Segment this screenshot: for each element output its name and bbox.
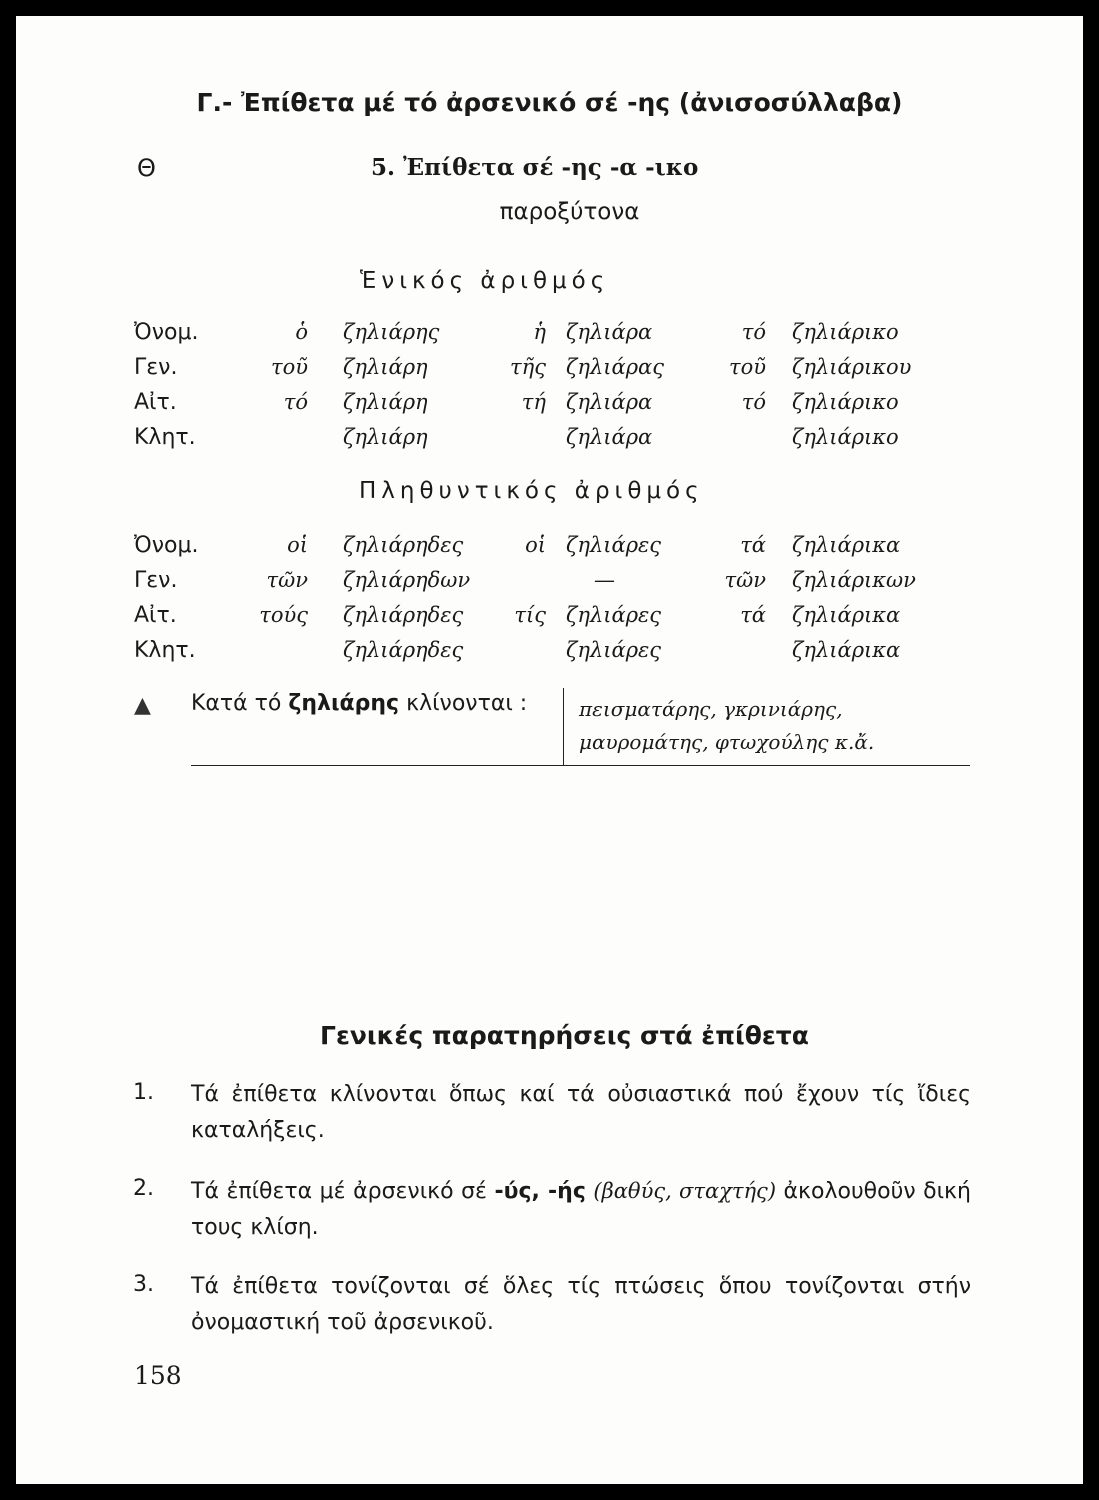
article-neuter: τά: [740, 533, 766, 557]
form-neuter: ζηλιάρικο: [792, 390, 899, 414]
case-label: Αἰτ.: [134, 390, 177, 415]
article-neuter: τοῦ: [728, 355, 766, 379]
form-feminine: ζηλιάρα: [566, 390, 653, 414]
note-divider-vertical: [563, 688, 564, 766]
note-2-examples: (βαθύς, σταχτής): [593, 1179, 777, 1203]
article-masculine: τό: [283, 390, 308, 414]
form-masculine: ζηλιάρηδες: [343, 638, 464, 662]
book-page: [16, 16, 1083, 1484]
article-masculine: οἱ: [287, 533, 308, 557]
article-neuter: τῶν: [724, 568, 766, 592]
note-2-post: ἀκολουθοῦν δική τους κλίση.: [191, 1179, 971, 1240]
general-note-3: Τά ἐπίθετα τονίζονται σέ ὅλες τίς πτώσεις ὅπου τονίζονται στήν ὀνομαστική τοῦ ἀρσενικοῦ.: [191, 1274, 971, 1335]
case-label: Γεν.: [134, 568, 178, 593]
singular-heading: Ἑνικός ἀριθμός: [360, 268, 610, 294]
item-number: 1.: [133, 1080, 154, 1105]
note-2-endings: -ύς, -ής: [494, 1179, 586, 1204]
article-masculine: τῶν: [266, 568, 308, 592]
page-number: 158: [134, 1361, 182, 1390]
form-feminine: ζηλιάρας: [566, 355, 664, 379]
form-neuter: ζηλιάρικο: [792, 320, 899, 344]
form-feminine-empty-dash: —: [594, 568, 615, 592]
form-masculine: ζηλιάρης: [343, 320, 440, 344]
article-feminine: ἡ: [533, 320, 546, 344]
triangle-icon: ▲: [134, 693, 151, 718]
article-neuter: τό: [741, 390, 766, 414]
case-label: Ὀνομ.: [134, 533, 199, 558]
form-feminine: ζηλιάρες: [566, 533, 662, 557]
article-feminine: οἱ: [525, 533, 546, 557]
case-label: Γεν.: [134, 355, 178, 380]
note-keyword: ζηλιάρης: [288, 691, 400, 716]
form-feminine: ζηλιάρα: [566, 320, 653, 344]
section-marker: Θ: [137, 154, 156, 182]
accent-type-label: παροξύτονα: [499, 199, 640, 225]
note-prefix: Κατά τό: [191, 691, 282, 716]
note-2-pre: Τά ἐπίθετα μέ ἀρσενικό σέ: [191, 1179, 487, 1204]
subsection-title: 5. Ἐπίθετα σέ -ης -α -ικο: [371, 154, 699, 181]
form-masculine: ζηλιάρηδες: [343, 533, 464, 557]
form-feminine: ζηλιάρες: [566, 603, 662, 627]
form-neuter: ζηλιάρικα: [792, 533, 901, 557]
article-feminine: τίς: [514, 603, 546, 627]
note-rule: [191, 691, 527, 716]
article-feminine: τή: [521, 390, 546, 414]
form-masculine: ζηλιάρη: [343, 355, 428, 379]
form-neuter: ζηλιάρικων: [792, 568, 916, 592]
form-neuter: ζηλιάρικου: [792, 355, 912, 379]
form-neuter: ζηλιάρικα: [792, 603, 901, 627]
case-label: Ὀνομ.: [134, 320, 199, 345]
form-masculine: ζηλιάρη: [343, 425, 428, 449]
article-masculine: τούς: [259, 603, 308, 627]
article-neuter: τό: [741, 320, 766, 344]
note-examples: πεισματάρης, γκρινιάρης, μαυρομάτης, φτωχούλης κ.ἄ.: [579, 697, 875, 754]
general-note-2: [191, 1173, 971, 1246]
general-notes-title: Γενικές παρατηρήσεις στά ἐπίθετα: [320, 1021, 809, 1050]
item-number: 3.: [133, 1272, 154, 1297]
form-masculine: ζηλιάρηδες: [343, 603, 464, 627]
note-divider-horizontal: [191, 765, 970, 766]
form-masculine: ζηλιάρηδων: [343, 568, 471, 592]
case-label: Αἰτ.: [134, 603, 177, 628]
form-masculine: ζηλιάρη: [343, 390, 428, 414]
article-feminine: τῆς: [510, 355, 546, 379]
form-neuter: ζηλιάρικο: [792, 425, 899, 449]
general-note-1: Τά ἐπίθετα κλίνονται ὅπως καί τά οὐσιαστικά πού ἔχουν τίς ἴδιες καταλήξεις.: [191, 1082, 971, 1143]
section-title: Γ.- Ἐπίθετα μέ τό ἀρσενικό σέ -ης (ἀνισοσύλλαβα): [196, 88, 903, 117]
case-label: Κλητ.: [134, 425, 196, 450]
note-suffix: κλίνονται :: [406, 691, 528, 716]
item-number: 2.: [133, 1176, 154, 1201]
plural-heading: Πληθυντικός ἀριθμός: [359, 478, 704, 504]
case-label: Κλητ.: [134, 638, 196, 663]
form-neuter: ζηλιάρικα: [792, 638, 901, 662]
article-masculine: ὁ: [295, 320, 308, 344]
article-masculine: τοῦ: [270, 355, 308, 379]
form-feminine: ζηλιάρες: [566, 638, 662, 662]
form-feminine: ζηλιάρα: [566, 425, 653, 449]
article-neuter: τά: [740, 603, 766, 627]
